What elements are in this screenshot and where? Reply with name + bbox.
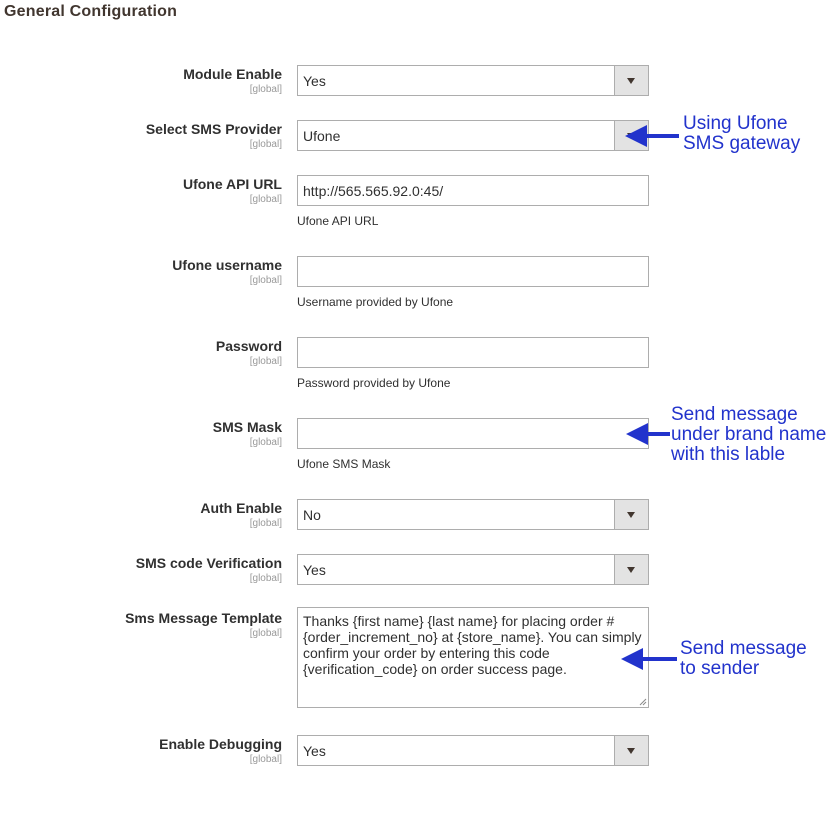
api-url-value: http://565.565.92.0:45/ [303,183,444,199]
sms-mask-label: SMS Mask [212,419,282,435]
section-title: General Configuration [4,3,178,20]
template-annotation-line2: to sender [680,658,760,679]
api-url-input[interactable] [297,175,649,206]
auth-enable-scope: [global] [249,518,282,529]
code-verification-scope: [global] [249,573,282,584]
code-verification-select[interactable] [297,554,649,585]
auth-enable-label: Auth Enable [200,500,282,516]
debugging-label: Enable Debugging [159,736,282,752]
chevron-down-icon [627,748,635,754]
chevron-down-icon [627,512,635,518]
sms-provider-select[interactable] [297,120,649,151]
module-enable-select[interactable] [297,65,649,96]
username-input[interactable] [297,256,649,287]
username-scope: [global] [249,275,282,286]
debugging-select[interactable] [297,735,649,766]
debugging-scope: [global] [249,754,282,765]
password-scope: [global] [249,356,282,367]
template-arrow-icon [620,645,678,673]
message-template-value: Thanks {first name} {last name} for placing order # {order_increment_no} at {store_name}. You can simply confirm your order by entering this code {verification_code} on order success page. [303,613,642,677]
debugging-value: Yes [303,743,326,759]
mask-annotation-line1: Send message [671,404,798,425]
username-label: Ufone username [172,257,282,273]
message-template-label: Sms Message Template [125,610,282,626]
mask-annotation-line2: under brand name [671,424,827,445]
provider-arrow-icon [623,122,681,150]
sms-mask-input[interactable] [297,418,649,449]
module-enable-label: Module Enable [183,66,282,82]
password-input[interactable] [297,337,649,368]
module-enable-dropdown-button[interactable] [614,66,648,95]
username-note: Username provided by Ufone [297,295,454,309]
api-url-note: Ufone API URL [297,214,379,228]
api-url-label: Ufone API URL [182,176,282,192]
mask-annotation-line3: with this lable [671,444,786,465]
mask-arrow-icon [625,420,671,448]
message-template-scope: [global] [249,628,282,639]
code-verification-value: Yes [303,562,326,578]
provider-annotation-line1: Using Ufone [683,113,788,134]
provider-annotation-line2: SMS gateway [683,133,801,154]
chevron-down-icon [627,567,635,573]
sms-provider-label: Select SMS Provider [145,121,282,137]
sms-provider-scope: [global] [249,139,282,150]
password-note: Password provided by Ufone [297,376,451,390]
message-template-textarea[interactable] [297,607,649,708]
chevron-down-icon [627,78,635,84]
password-label: Password [215,338,282,354]
debugging-dropdown-button[interactable] [614,736,648,765]
auth-enable-value: No [303,507,321,523]
sms-mask-note: Ufone SMS Mask [297,457,391,471]
resize-grip-icon[interactable] [639,698,647,706]
module-enable-value: Yes [303,73,326,89]
api-url-scope: [global] [249,194,282,205]
auth-enable-dropdown-button[interactable] [614,500,648,529]
auth-enable-select[interactable] [297,499,649,530]
module-enable-scope: [global] [249,84,282,95]
template-annotation-line1: Send message [680,638,807,659]
sms-mask-scope: [global] [249,437,282,448]
sms-provider-value: Ufone [303,128,341,144]
code-verification-dropdown-button[interactable] [614,555,648,584]
code-verification-label: SMS code Verification [135,555,282,571]
